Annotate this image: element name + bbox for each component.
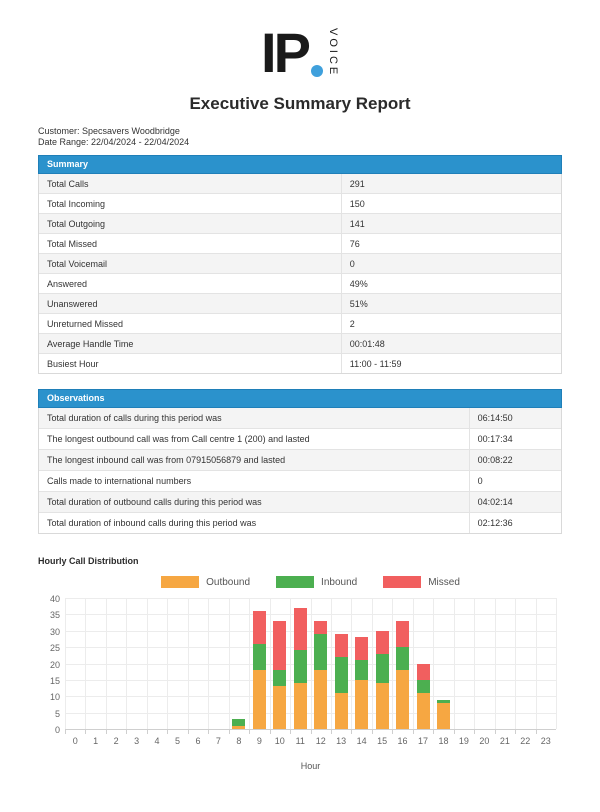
chart-legend: [65, 576, 556, 588]
legend-item-inbound: [276, 576, 357, 588]
bar-segment-inbound: [253, 644, 266, 670]
row-label: Total duration of calls during this period was: [39, 408, 470, 428]
x-axis-tick-label: 14: [356, 736, 367, 746]
x-axis-tick-label: 15: [377, 736, 388, 746]
table-row: [39, 471, 561, 492]
x-axis-tick: [147, 730, 148, 734]
bar-segment-outbound: [376, 683, 389, 729]
table-row: [39, 234, 561, 254]
summary-table: [38, 155, 562, 374]
gridline-vertical: [208, 598, 209, 729]
x-axis-tick-label: 6: [195, 736, 201, 746]
row-label: The longest outbound call was from Call centre 1 (200) and lasted: [39, 429, 470, 449]
row-value: 04:02:14: [477, 497, 513, 507]
bar-segment-inbound: [314, 634, 327, 670]
gridline-vertical: [495, 598, 496, 729]
legend-item-missed: [383, 576, 460, 588]
gridline-vertical: [515, 598, 516, 729]
observations-table: [38, 389, 562, 534]
y-axis-tick-label: 0: [54, 725, 60, 735]
logo-dot-icon: [311, 65, 323, 77]
gridline-vertical: [126, 598, 127, 729]
row-value: 141: [349, 218, 365, 229]
bar-segment-inbound: [335, 657, 348, 693]
x-axis-tick: [536, 730, 537, 734]
row-value: 11:00 - 11:59: [349, 358, 402, 369]
row-label: Total duration of outbound calls during this period was: [39, 492, 470, 512]
row-value: 02:12:36: [477, 518, 513, 528]
row-value: 00:08:22: [477, 455, 513, 465]
x-axis-tick-label: 13: [336, 736, 347, 746]
y-axis-tick-label: 25: [49, 643, 60, 654]
gridline-vertical: [311, 598, 312, 729]
x-axis-tick-label: 10: [274, 736, 285, 746]
x-axis-tick-label: 12: [315, 736, 326, 746]
table-row: [39, 214, 561, 234]
x-axis-tick-label: 20: [479, 736, 490, 746]
x-axis-tick-label: 4: [154, 736, 160, 746]
x-axis-tick-label: 7: [215, 736, 221, 746]
x-axis-tick-label: 0: [72, 736, 78, 746]
table-row: [39, 450, 561, 471]
gridline-vertical: [454, 598, 455, 729]
x-axis-tick: [372, 730, 373, 734]
gridline-vertical: [556, 598, 557, 729]
gridline-vertical: [249, 598, 250, 729]
x-axis-tick: [290, 730, 291, 734]
x-axis-tick: [106, 730, 107, 734]
y-axis-tick-label: 10: [49, 692, 60, 703]
row-label: Unanswered: [39, 294, 342, 313]
x-axis-tick: [495, 730, 496, 734]
chart-title: Hourly Call Distribution: [38, 556, 139, 566]
legend-swatch-missed: [383, 576, 421, 588]
bar-segment-inbound: [232, 719, 245, 726]
bar-segment-missed: [314, 621, 327, 634]
customer-line: Customer: Specsavers Woodbridge: [38, 126, 180, 136]
gridline-vertical: [331, 598, 332, 729]
x-axis-tick: [433, 730, 434, 734]
x-axis-tick-label: 18: [438, 736, 449, 746]
bar-segment-missed: [396, 621, 409, 647]
bar-segment-inbound: [376, 654, 389, 683]
x-axis-tick: [126, 730, 127, 734]
bar-segment-outbound: [355, 680, 368, 729]
hourly-call-distribution-chart: [38, 556, 562, 786]
bar-segment-missed: [335, 634, 348, 657]
summary-table-header: Summary: [38, 155, 562, 174]
y-axis-tick-label: 40: [49, 594, 60, 604]
report-meta: [38, 126, 189, 148]
x-axis-tick: [515, 730, 516, 734]
gridline-vertical: [536, 598, 537, 729]
gridline-vertical: [433, 598, 434, 729]
x-axis-tick: [413, 730, 414, 734]
bar-segment-outbound: [273, 686, 286, 729]
table-row: [39, 492, 561, 513]
gridline-vertical: [392, 598, 393, 729]
page-title: Executive Summary Report: [189, 94, 411, 113]
x-axis-tick-label: 9: [256, 736, 262, 746]
row-value: 51%: [349, 298, 368, 309]
logo-text: IP: [261, 21, 308, 84]
legend-label: Outbound: [206, 576, 251, 588]
x-axis-tick: [249, 730, 250, 734]
table-row: [39, 334, 561, 354]
x-axis-tick: [65, 730, 66, 734]
gridline-vertical: [188, 598, 189, 729]
x-axis-tick: [208, 730, 209, 734]
row-value: 00:01:48: [349, 338, 385, 349]
gridline-vertical: [229, 598, 230, 729]
gridline-vertical: [85, 598, 86, 729]
chart-plot-area: [65, 598, 556, 730]
row-value: 0: [477, 476, 483, 486]
row-label: Total Missed: [39, 234, 342, 253]
x-axis-tick: [474, 730, 475, 734]
x-axis-tick-label: 5: [175, 736, 181, 746]
bar-segment-inbound: [273, 670, 286, 686]
x-axis-tick-label: 16: [397, 736, 408, 746]
bar-segment-missed: [417, 664, 430, 680]
legend-label: Missed: [428, 576, 460, 588]
x-axis-title: Hour: [300, 761, 321, 771]
row-label: Total Outgoing: [39, 214, 342, 233]
x-axis-tick: [454, 730, 455, 734]
x-axis-tick: [85, 730, 86, 734]
x-axis-tick-label: 11: [295, 736, 305, 746]
bar-segment-outbound: [335, 693, 348, 729]
row-label: Answered: [39, 274, 342, 293]
legend-swatch-outbound: [161, 576, 199, 588]
table-row: [39, 314, 561, 334]
bar-segment-inbound: [355, 660, 368, 680]
row-label: Busiest Hour: [39, 354, 342, 373]
x-axis-tick-label: 3: [134, 736, 140, 746]
bar-segment-outbound: [232, 726, 245, 729]
date-range-line: Date Range: 22/04/2024 - 22/04/2024: [38, 137, 190, 147]
y-axis-tick-label: 5: [54, 708, 60, 719]
bar-segment-outbound: [417, 693, 430, 729]
row-label: Total Calls: [39, 174, 342, 193]
y-axis-tick-label: 15: [49, 675, 60, 686]
gridline-vertical: [106, 598, 107, 729]
row-label: Total duration of inbound calls during this period was: [39, 513, 470, 533]
gridline-vertical: [270, 598, 271, 729]
x-axis-tick-label: 23: [540, 736, 551, 746]
row-label: Unreturned Missed: [39, 314, 342, 333]
x-axis-tick-label: 8: [236, 736, 242, 746]
table-row: [39, 354, 561, 373]
x-axis-tick-label: 21: [499, 736, 510, 746]
table-row: [39, 294, 561, 314]
row-label: The longest inbound call was from 07915056879 and lasted: [39, 450, 470, 470]
row-value: 06:14:50: [477, 413, 513, 423]
row-value: 0: [349, 258, 355, 269]
x-axis-tick-label: 22: [520, 736, 531, 746]
gridline-vertical: [372, 598, 373, 729]
row-value: 00:17:34: [477, 434, 513, 444]
table-row: [39, 194, 561, 214]
row-label: Total Voicemail: [39, 254, 342, 273]
bar-segment-outbound: [253, 670, 266, 729]
x-axis-tick: [188, 730, 189, 734]
bar-segment-outbound: [294, 683, 307, 729]
x-axis-tick: [229, 730, 230, 734]
gridline-vertical: [167, 598, 168, 729]
table-row: [39, 513, 561, 533]
bar-segment-outbound: [437, 703, 450, 729]
y-axis-tick-label: 35: [49, 610, 60, 621]
row-value: 291: [349, 178, 365, 189]
legend-swatch-inbound: [276, 576, 314, 588]
x-axis-tick-label: 1: [93, 736, 99, 746]
bar-segment-inbound: [417, 680, 430, 693]
table-row: [39, 254, 561, 274]
x-axis-tick: [311, 730, 312, 734]
y-axis-tick-label: 30: [49, 626, 60, 637]
gridline-vertical: [290, 598, 291, 729]
x-axis-tick-label: 17: [418, 736, 429, 746]
bar-segment-inbound: [294, 650, 307, 683]
row-value: 2: [349, 318, 355, 329]
row-label: Average Handle Time: [39, 334, 342, 353]
logo: [0, 20, 600, 86]
gridline-vertical: [351, 598, 352, 729]
row-value: 49%: [349, 278, 368, 289]
x-axis-tick: [270, 730, 271, 734]
x-axis-tick: [351, 730, 352, 734]
row-label: Total Incoming: [39, 194, 342, 213]
observations-table-header: Observations: [38, 389, 562, 408]
x-axis-tick-label: 19: [458, 736, 469, 746]
x-axis-tick: [167, 730, 168, 734]
bar-segment-inbound: [396, 647, 409, 670]
gridline-vertical: [147, 598, 148, 729]
row-label: Calls made to international numbers: [39, 471, 470, 491]
bar-segment-missed: [355, 637, 368, 660]
x-axis-tick: [331, 730, 332, 734]
gridline-vertical: [413, 598, 414, 729]
bar-segment-missed: [294, 608, 307, 651]
x-axis-tick-label: 2: [113, 736, 119, 746]
bar-segment-missed: [253, 611, 266, 644]
table-row: [39, 174, 561, 194]
x-axis-tick: [392, 730, 393, 734]
bar-segment-outbound: [314, 670, 327, 729]
logo-voice-text: VOICE: [326, 28, 339, 78]
legend-label: Inbound: [321, 576, 358, 588]
y-axis-tick-label: 20: [49, 659, 60, 670]
table-row: [39, 429, 561, 450]
row-value: 76: [349, 238, 360, 249]
legend-item-outbound: [161, 576, 250, 588]
bar-segment-missed: [273, 621, 286, 670]
gridline-vertical: [65, 598, 66, 729]
row-value: 150: [349, 198, 365, 209]
bar-segment-missed: [376, 631, 389, 654]
table-row: [39, 274, 561, 294]
bar-segment-outbound: [396, 670, 409, 729]
bar-segment-inbound: [437, 700, 450, 703]
table-row: [39, 408, 561, 429]
gridline-vertical: [474, 598, 475, 729]
